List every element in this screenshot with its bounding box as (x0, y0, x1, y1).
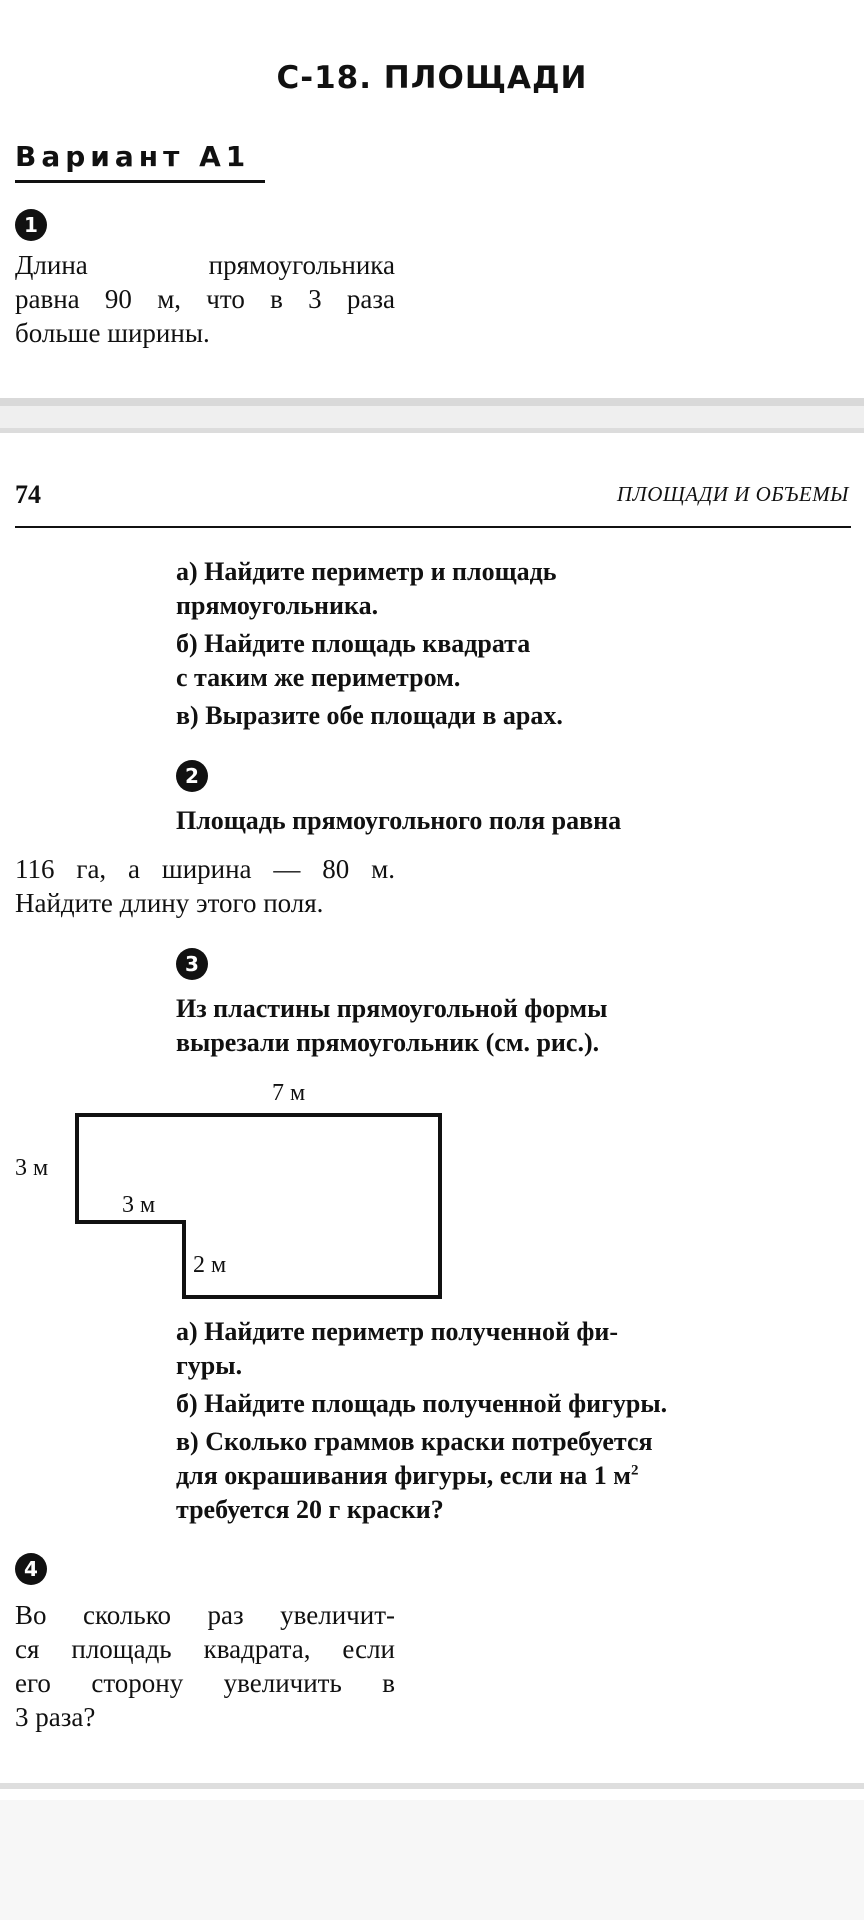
problem-1-number: 1 (15, 209, 47, 241)
problem-4-line-4: 3 раза? (15, 1702, 96, 1732)
problem-3-part-c-line-3: требуется 20 г краски? (176, 1495, 444, 1524)
variant-underline (15, 180, 265, 183)
problem-1-part-b-line-1: б) Найдите площадь квадрата (176, 629, 531, 658)
problem-2-line-1: Площадь прямоугольного поля равна (176, 806, 622, 835)
problem-1-part-a-line-1: а) Найдите периметр и площадь (176, 557, 557, 586)
problem-3-part-a-line-2: гуры. (176, 1351, 243, 1380)
problem-1-text (15, 248, 395, 350)
problem-4-line-3: его сторону увеличить в (15, 1668, 395, 1698)
superscript-2: 2 (630, 1462, 639, 1479)
problem-3-part-a-line-1: а) Найдите периметр полученной фи- (176, 1317, 619, 1346)
problem-1-part-c-line-1: в) Выразите обе площади в арах. (176, 701, 563, 730)
problem-1-line-2: равна 90 м, что в 3 раза (15, 284, 395, 314)
problem-3-text (176, 992, 836, 1060)
problem-3-part-a (176, 1315, 846, 1383)
problem-1-part-c (176, 699, 836, 733)
page-number: 74 (15, 480, 41, 509)
section-title: ПЛОЩАДИ И ОБЪЕМЫ (616, 482, 849, 506)
problem-2-line-3: Найдите длину этого поля. (15, 888, 324, 918)
label-notch-3m: 3 м (122, 1192, 156, 1218)
problem-3-parts (176, 1315, 846, 1527)
problem-1-part-a (176, 555, 836, 623)
problem-4-line-1: Во сколько раз увеличит- (15, 1600, 395, 1630)
problem-1-line-3: больше ширины. (15, 318, 210, 348)
variant-label: Вариант А1 (15, 140, 251, 173)
problem-3-line-1: Из пластины прямоугольной формы (176, 994, 608, 1023)
problem-3-part-c-line-1: в) Сколько граммов краски потребуется (176, 1427, 653, 1456)
worksheet-title: С-18. ПЛОЩАДИ (276, 60, 588, 96)
bottom-blank-area (0, 1800, 864, 1920)
header-rule (15, 526, 851, 528)
problem-4-text (15, 1598, 395, 1734)
problem-2-number: 2 (176, 760, 208, 792)
problem-2-line-2: 116 га, а ширина — 80 м. (15, 854, 395, 884)
problem-3-part-b-line-1: б) Найдите площадь полученной фигуры. (176, 1389, 668, 1418)
bottom-divider (0, 1783, 864, 1789)
problem-3-number: 3 (176, 948, 208, 980)
problem-1-part-a-line-2: прямоугольника. (176, 591, 379, 620)
problem-3-line-2: вырезали прямоугольник (см. рис.). (176, 1028, 600, 1057)
problem-4-number: 4 (15, 1553, 47, 1585)
problem-2-text (15, 852, 395, 920)
page-divider-bottom (0, 428, 864, 433)
problem-1-part-b (176, 627, 836, 695)
problem-1-part-b-line-2: с таким же периметром. (176, 663, 461, 692)
label-notch-2m: 2 м (193, 1252, 227, 1278)
problem-3-part-c-line-2: для окрашивания фигуры, если на 1 $м^2$ (176, 1461, 639, 1490)
label-left-3m: 3 м (15, 1155, 49, 1181)
problem-3-part-c (176, 1425, 846, 1527)
label-top-7m: 7 м (272, 1080, 306, 1106)
problem-3-part-b (176, 1387, 846, 1421)
problem-1-line-1: Длина прямоугольника (15, 250, 395, 280)
problem-1-parts (176, 555, 836, 733)
page-gap (0, 406, 864, 428)
l-shape-figure (60, 1105, 460, 1305)
problem-4-line-2: ся площадь квадрата, если (15, 1634, 395, 1664)
page-divider-top (0, 398, 864, 406)
